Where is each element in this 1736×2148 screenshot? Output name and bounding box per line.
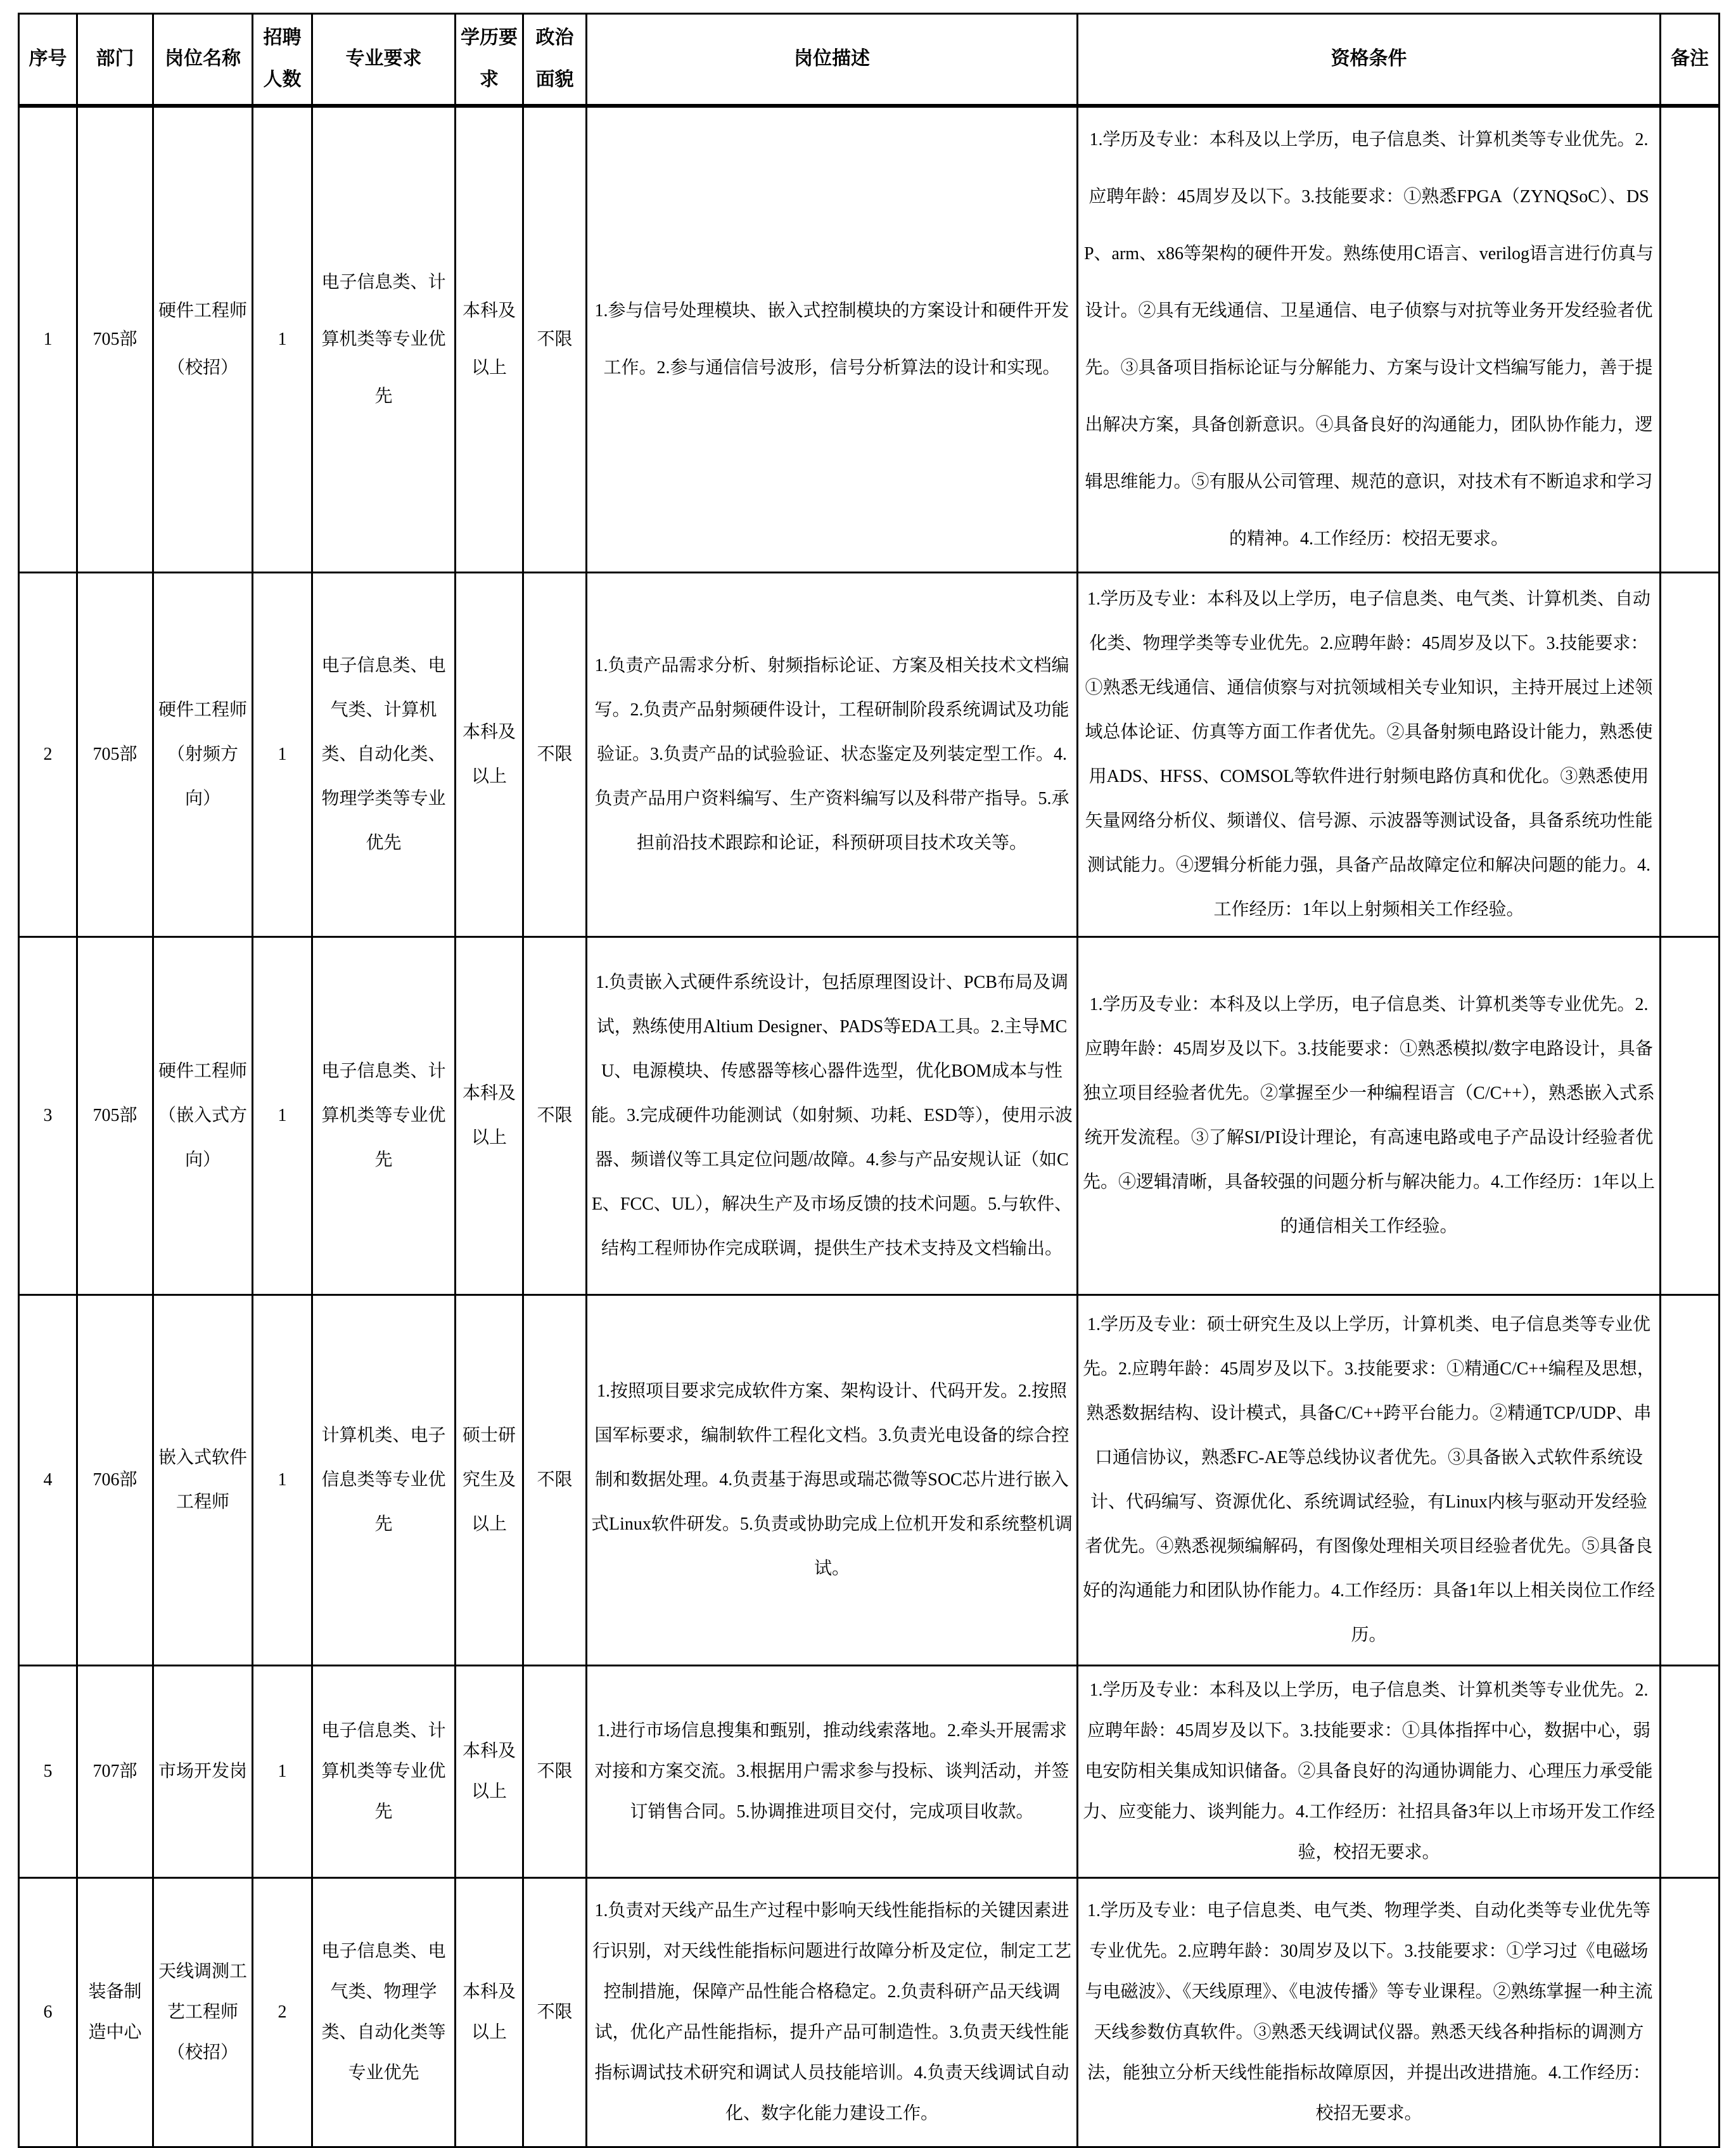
cell-dept: 705部 (77, 572, 153, 937)
cell-remark (1661, 1877, 1720, 2147)
cell-description: 1.进行市场信息搜集和甄别，推动线索落地。2.牵头开展需求对接和方案交流。3.根据用户需求参与投标、谈判活动，并签订销售合同。5.协调推进项目交付，完成项目收款。 (587, 1665, 1078, 1877)
table-row (19, 572, 1720, 937)
cell-qualification: 1.学历及专业：本科及以上学历，电子信息类、电气类、计算机类、自动化类、物理学类等专业优先。2.应聘年龄：45周岁及以下。3.技能要求：①熟悉无线通信、通信侦察与对抗领域相关专业知识，主持开展过上述领域总体论证、仿真等方面工作者优先。②具备射频电路设计能力，熟悉使用ADS、HFSS、COMSOL等软件进行射频电路仿真和优化。③熟悉使用矢量网络分析仪、频谱仪、信号源、示波器等测试设备，具备系统功性能测试能力。④逻辑分析能力强，具备产品故障定位和解决问题的能力。4.工作经历：1年以上射频相关工作经验。 (1078, 572, 1661, 937)
cell-description: 1.负责产品需求分析、射频指标论证、方案及相关技术文档编写。2.负责产品射频硬件设计，工程研制阶段系统调试及功能验证。3.负责产品的试验验证、状态鉴定及列装定型工作。4.负责产品用户资料编写、生产资料编写以及科带产指导。5.承担前沿技术跟踪和论证，科预研项目技术攻关等。 (587, 572, 1078, 937)
cell-title: 天线调测工艺工程师（校招） (153, 1877, 253, 2147)
header-education: 学历要求 (456, 14, 523, 106)
header-political: 政治面貌 (523, 14, 587, 106)
cell-dept: 705部 (77, 106, 153, 573)
cell-count: 1 (253, 572, 312, 937)
cell-description: 1.负责嵌入式硬件系统设计，包括原理图设计、PCB布局及调试，熟练使用Altium Designer、PADS等EDA工具。2.主导MCU、电源模块、传感器等核心器件选型，优化BOM成本与性能。3.完成硬件功能测试（如射频、功耗、ESD等），使用示波器、频谱仪等工具定位问题/故障。4.参与产品安规认证（如CE、FCC、UL），解决生产及市场反馈的技术问题。5.与软件、结构工程师协作完成联调，提供生产技术支持及文档输出。 (587, 937, 1078, 1295)
cell-dept: 706部 (77, 1295, 153, 1665)
cell-title: 嵌入式软件工程师 (153, 1295, 253, 1665)
cell-seq: 6 (19, 1877, 77, 2147)
cell-description: 1.参与信号处理模块、嵌入式控制模块的方案设计和硬件开发工作。2.参与通信信号波形，信号分析算法的设计和实现。 (587, 106, 1078, 573)
table-row (19, 1295, 1720, 1665)
header-remark: 备注 (1661, 14, 1720, 106)
cell-major: 计算机类、电子信息类等专业优先 (312, 1295, 456, 1665)
cell-education: 本科及以上 (456, 1877, 523, 2147)
job-table (18, 13, 1720, 2148)
cell-remark (1661, 106, 1720, 573)
header-count: 招聘人数 (253, 14, 312, 106)
table-row (19, 1665, 1720, 1877)
cell-education: 本科及以上 (456, 106, 523, 573)
table-row (19, 937, 1720, 1295)
cell-qualification: 1.学历及专业：本科及以上学历，电子信息类、计算机类等专业优先。2.应聘年龄：45周岁及以下。3.技能要求：①熟悉模拟/数字电路设计，具备独立项目经验者优先。②掌握至少一种编程语言（C/C++），熟悉嵌入式系统开发流程。③了解SI/PI设计理论，有高速电路或电子产品设计经验者优先。④逻辑清晰，具备较强的问题分析与解决能力。4.工作经历：1年以上的通信相关工作经验。 (1078, 937, 1661, 1295)
header-row (19, 14, 1720, 106)
header-qualification: 资格条件 (1078, 14, 1661, 106)
cell-political: 不限 (523, 572, 587, 937)
cell-remark (1661, 572, 1720, 937)
cell-count: 1 (253, 937, 312, 1295)
cell-qualification: 1.学历及专业：硕士研究生及以上学历，计算机类、电子信息类等专业优先。2.应聘年龄：45周岁及以下。3.技能要求：①精通C/C++编程及思想，熟悉数据结构、设计模式，具备C/C++跨平台能力。②精通TCP/UDP、串口通信协议，熟悉FC-AE等总线协议者优先。③具备嵌入式软件系统设计、代码编写、资源优化、系统调试经验，有Linux内核与驱动开发经验者优先。④熟悉视频编解码，有图像处理相关项目经验者优先。⑤具备良好的沟通能力和团队协作能力。4.工作经历：具备1年以上相关岗位工作经历。 (1078, 1295, 1661, 1665)
cell-count: 2 (253, 1877, 312, 2147)
cell-qualification: 1.学历及专业：本科及以上学历，电子信息类、计算机类等专业优先。2.应聘年龄：45周岁及以下。3.技能要求：①熟悉FPGA（ZYNQSoC）、DSP、arm、x86等架构的硬件开发。熟练使用C语言、verilog语言进行仿真与设计。②具有无线通信、卫星通信、电子侦察与对抗等业务开发经验者优先。③具备项目指标论证与分解能力、方案与设计文档编写能力，善于提出解决方案，具备创新意识。④具备良好的沟通能力，团队协作能力，逻辑思维能力。⑤有服从公司管理、规范的意识，对技术有不断追求和学习的精神。4.工作经历：校招无要求。 (1078, 106, 1661, 573)
cell-major: 电子信息类、计算机类等专业优先 (312, 937, 456, 1295)
cell-political: 不限 (523, 937, 587, 1295)
cell-education: 硕士研究生及以上 (456, 1295, 523, 1665)
cell-political: 不限 (523, 1295, 587, 1665)
cell-dept: 705部 (77, 937, 153, 1295)
cell-description: 1.按照项目要求完成软件方案、架构设计、代码开发。2.按照国军标要求，编制软件工程化文档。3.负责光电设备的综合控制和数据处理。4.负责基于海思或瑞芯微等SOC芯片进行嵌入式Linux软件研发。5.负责或协助完成上位机开发和系统整机调试。 (587, 1295, 1078, 1665)
header-description: 岗位描述 (587, 14, 1078, 106)
header-dept: 部门 (77, 14, 153, 106)
cell-political: 不限 (523, 1665, 587, 1877)
cell-major: 电子信息类、电气类、计算机类、自动化类、物理学类等专业优先 (312, 572, 456, 937)
cell-major: 电子信息类、电气类、物理学类、自动化类等专业优先 (312, 1877, 456, 2147)
cell-seq: 4 (19, 1295, 77, 1665)
cell-qualification: 1.学历及专业：本科及以上学历，电子信息类、计算机类等专业优先。2.应聘年龄：45周岁及以下。3.技能要求：①具体指挥中心，数据中心，弱电安防相关集成知识储备。②具备良好的沟通协调能力、心理压力承受能力、应变能力、谈判能力。4.工作经历：社招具备3年以上市场开发工作经验，校招无要求。 (1078, 1665, 1661, 1877)
cell-remark (1661, 1295, 1720, 1665)
cell-remark (1661, 937, 1720, 1295)
cell-count: 1 (253, 106, 312, 573)
cell-seq: 3 (19, 937, 77, 1295)
table-row (19, 1877, 1720, 2147)
cell-title: 市场开发岗 (153, 1665, 253, 1877)
cell-political: 不限 (523, 106, 587, 573)
cell-count: 1 (253, 1665, 312, 1877)
cell-dept: 装备制造中心 (77, 1877, 153, 2147)
header-title: 岗位名称 (153, 14, 253, 106)
cell-seq: 1 (19, 106, 77, 573)
cell-remark (1661, 1665, 1720, 1877)
cell-title: 硬件工程师（射频方向） (153, 572, 253, 937)
cell-description: 1.负责对天线产品生产过程中影响天线性能指标的关键因素进行识别，对天线性能指标问题进行故障分析及定位，制定工艺控制措施，保障产品性能合格稳定。2.负责科研产品天线调试，优化产品性能指标，提升产品可制造性。3.负责天线性能指标调试技术研究和调试人员技能培训。4.负责天线调试自动化、数字化能力建设工作。 (587, 1877, 1078, 2147)
cell-title: 硬件工程师（嵌入式方向） (153, 937, 253, 1295)
cell-political: 不限 (523, 1877, 587, 2147)
cell-education: 本科及以上 (456, 1665, 523, 1877)
cell-education: 本科及以上 (456, 572, 523, 937)
header-major: 专业要求 (312, 14, 456, 106)
table-row (19, 106, 1720, 573)
cell-dept: 707部 (77, 1665, 153, 1877)
cell-major: 电子信息类、计算机类等专业优先 (312, 1665, 456, 1877)
cell-education: 本科及以上 (456, 937, 523, 1295)
cell-seq: 2 (19, 572, 77, 937)
cell-seq: 5 (19, 1665, 77, 1877)
cell-major: 电子信息类、计算机类等专业优先 (312, 106, 456, 573)
cell-count: 1 (253, 1295, 312, 1665)
cell-qualification: 1.学历及专业：电子信息类、电气类、物理学类、自动化类等专业优先等专业优先。2.应聘年龄：30周岁及以下。3.技能要求：①学习过《电磁场与电磁波》、《天线原理》、《电波传播》等专业课程。②熟练掌握一种主流天线参数仿真软件。③熟悉天线调试仪器。熟悉天线各种指标的调测方法，能独立分析天线性能指标故障原因，并提出改进措施。4.工作经历：校招无要求。 (1078, 1877, 1661, 2147)
cell-title: 硬件工程师（校招） (153, 106, 253, 573)
header-seq: 序号 (19, 14, 77, 106)
